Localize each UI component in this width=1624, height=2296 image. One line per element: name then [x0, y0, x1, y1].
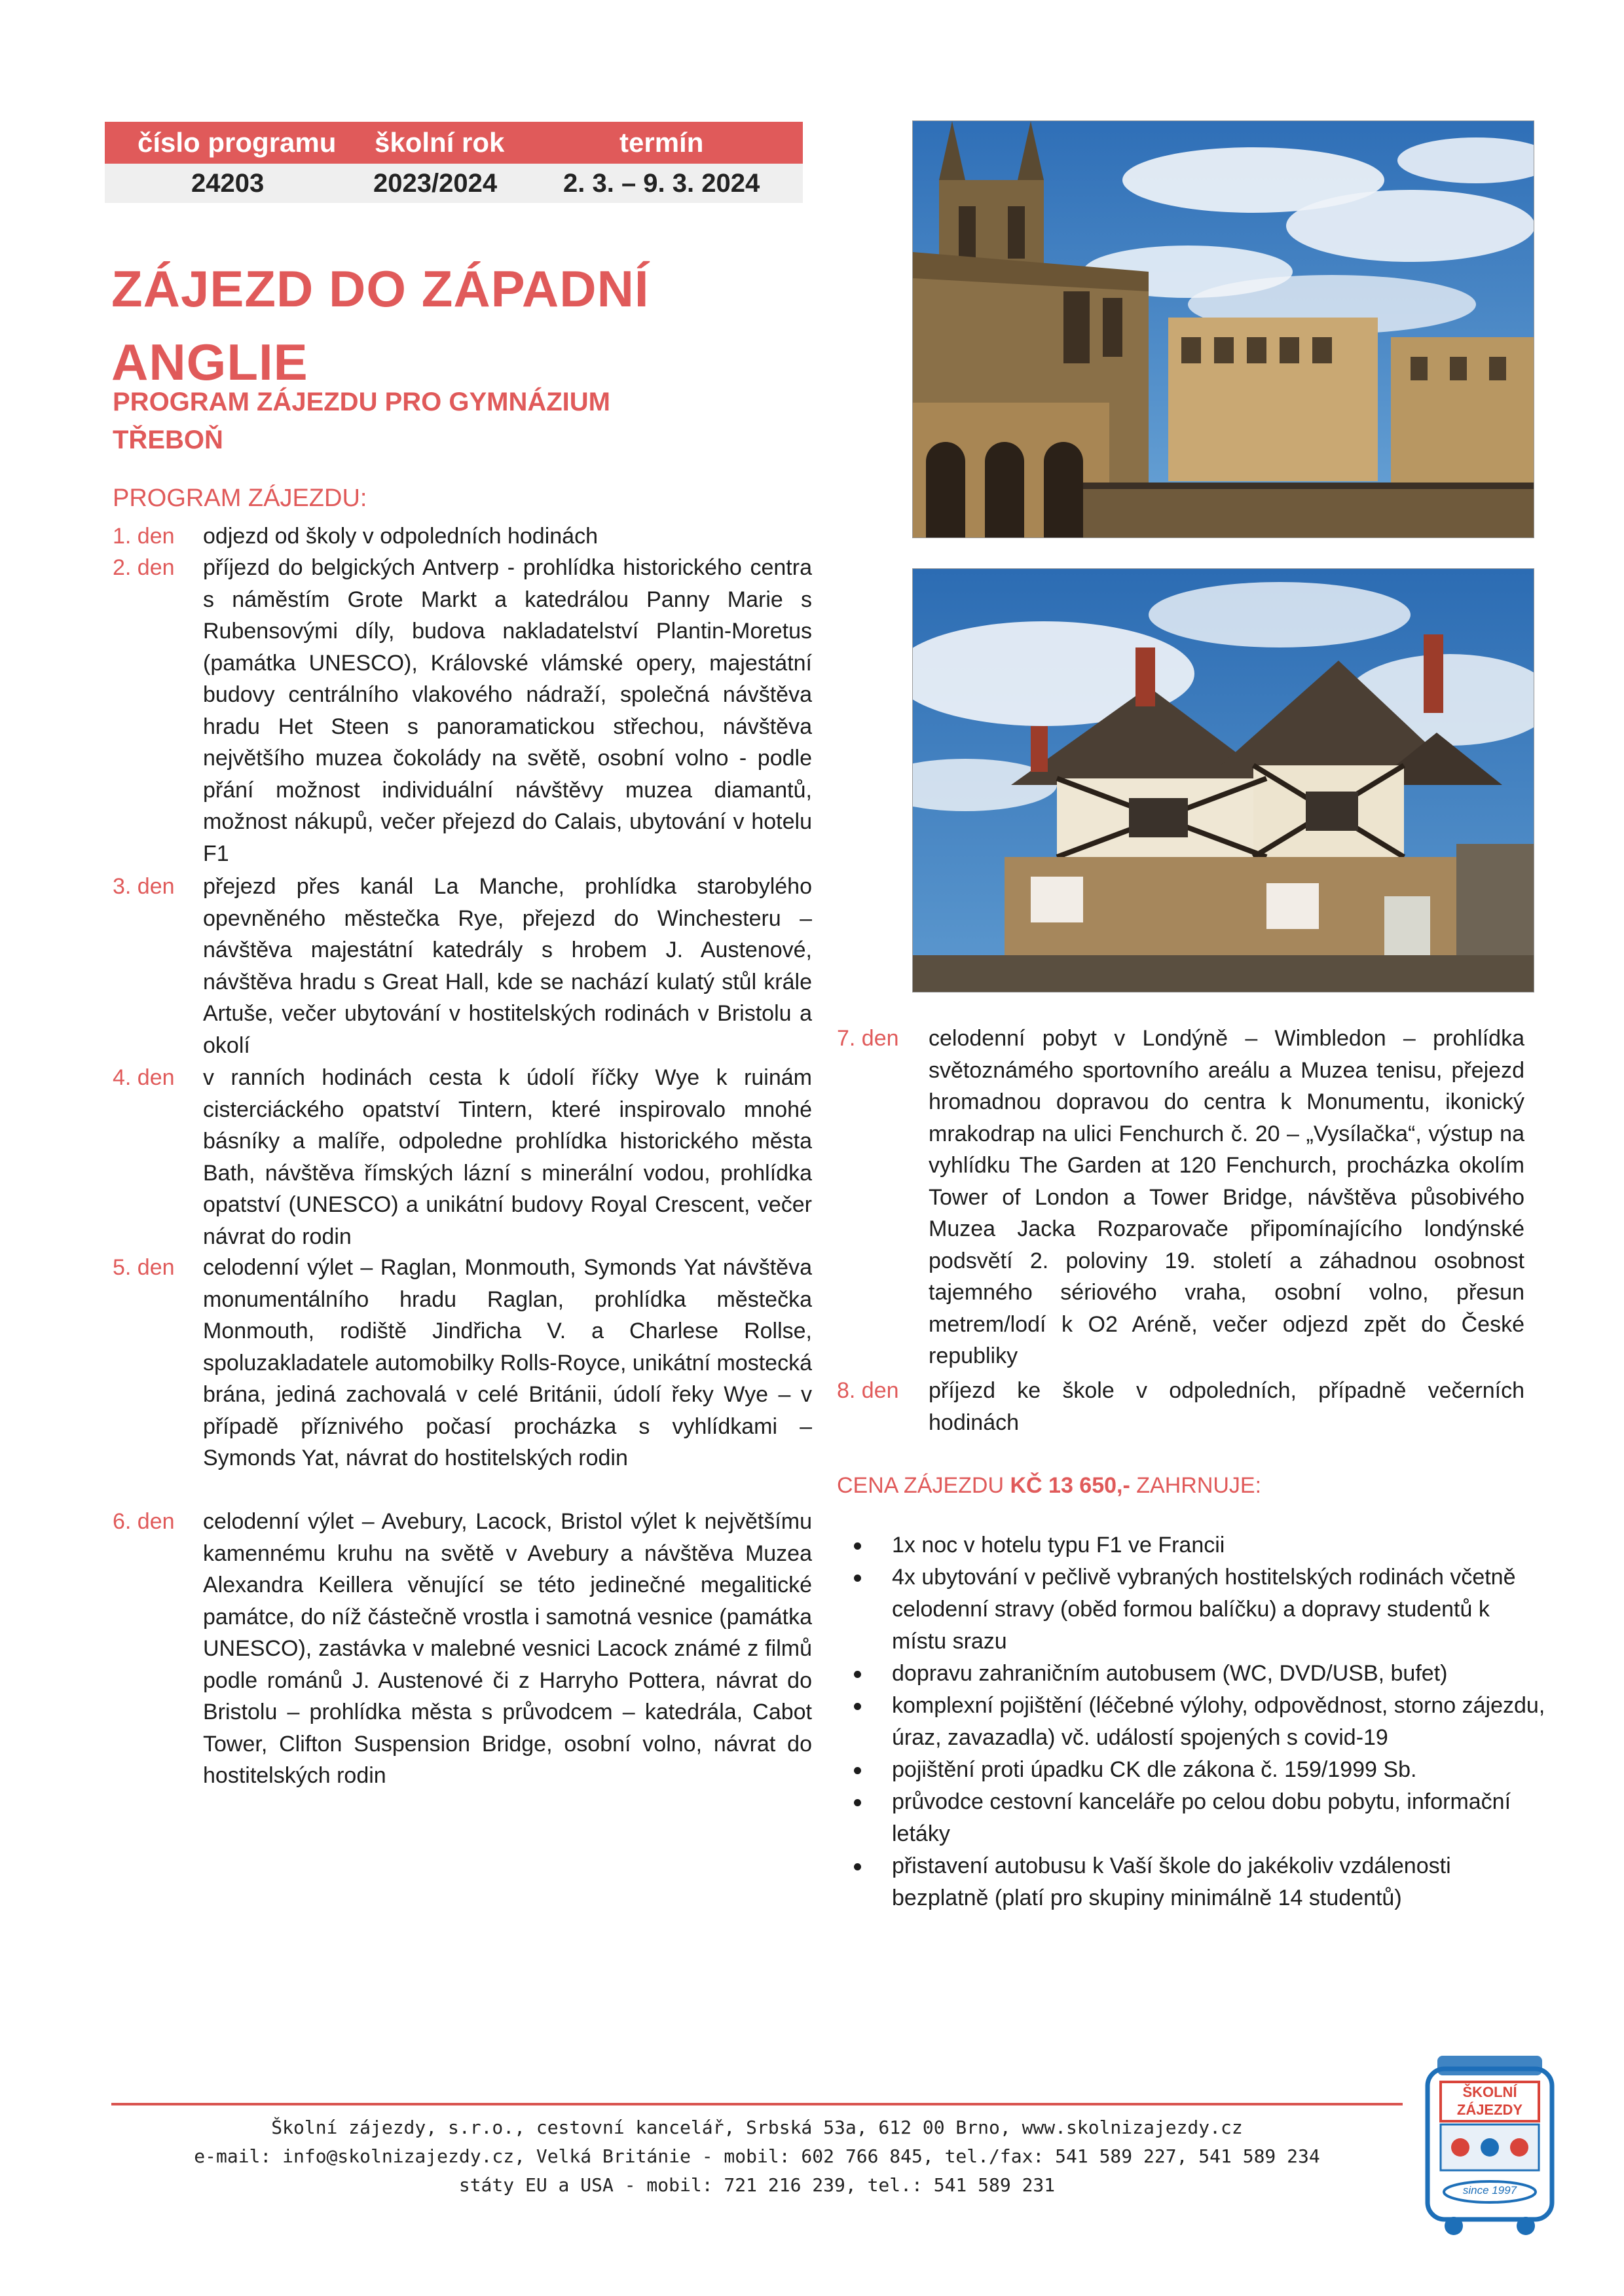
price-amount: KČ 13 650,- [1010, 1473, 1130, 1498]
footer [111, 2113, 1403, 2200]
day-text: přejezd přes kanál La Manche, prohlídka starobylého opevněného městečka Rye, přejezd do Winchesteru – návštěva majestátní katedrály s hrobem J. Austenové, návštěva hradu s Great Hall, kde se nachází kulatý stůl krále Artuše, večer ubytování v hostitelských rodinách v Bristolu a okolí [203, 874, 812, 1058]
school-year-label: školní rok [375, 127, 505, 158]
day-label: 5. den [113, 1255, 175, 1280]
day-label: 7. den [837, 1026, 899, 1051]
list-item: komplexní pojištění (léčebné výlohy, odpovědnost, storno zájezdu, úraz, zavazadla) vč. událostí spojených s covid-19 [851, 1690, 1545, 1754]
date-range: 2. 3. – 9. 3. 2024 [563, 169, 760, 198]
list-item: 4x ubytování v pečlivě vybraných hostitelských rodinách včetně celodenní stravy (oběd formou balíčku) a dopravy studentů k místu srazu [851, 1561, 1545, 1658]
day-text: příjezd do belgických Antverp - prohlídka historického centra s náměstím Grote Markt a katedrálou Panny Marie s Rubensovými díly, budova nakladatelství Plantin-Moretus (památka UNESCO), Královské vlámské opery, majestátní budovy centrálního vlakového nádraží, společná návštěva hradu Het Steen s panoramatickou střechou, návštěva největšího muzea čokolády na světě, osobní volno - podle přání možnost individuální návštěvy muzea diamantů, možnost nákupů, večer přejezd do Calais, ubytování v hotelu F1 [203, 555, 812, 866]
list-item: přistavení autobusu k Vaší škole do jakékoliv vzdálenosti bezplatně (platí pro skupiny minimálně 14 studentů) [851, 1850, 1545, 1914]
cottage-image [913, 569, 1534, 992]
list-item: 1x noc v hotelu typu F1 ve Francii [851, 1529, 1545, 1561]
footer-line-1: Školní zájezdy, s.r.o., cestovní kancelář, Srbská 53a, 612 00 Brno, www.skolnizajezdy.cz [271, 2117, 1243, 2138]
day-label: 8. den [837, 1378, 899, 1403]
logo-line-2: ZÁJEZDY [1456, 2102, 1523, 2118]
list-item: průvodce cestovní kanceláře po celou dobu pobytu, informační letáky [851, 1786, 1545, 1850]
school-year: 2023/2024 [373, 169, 498, 198]
footer-line-3: státy EU a USA - mobil: 721 216 239, tel.: 541 589 231 [458, 2174, 1056, 2196]
footer-divider [111, 2103, 1403, 2105]
subtitle-line-2: TŘEBOŇ [113, 426, 223, 454]
page-subtitle [113, 383, 767, 459]
logo-since: since 1997 [1462, 2184, 1517, 2196]
price-prefix: CENA ZÁJEZDU [837, 1473, 1010, 1498]
bath-abbey-photo [912, 120, 1534, 538]
day-text: v ranních hodinách cesta k údolí říčky Wye k ruinám cisterciáckého opatství Tintern, které inspirovalo mnohé básníky a malíře, odpoledne prohlídka historického města Bath, návštěva římských lázní s minerální vodou, prohlídka opatství (UNESCO) a unikátní budovy Royal Crescent, večer návrat do rodin [203, 1065, 812, 1249]
day-text: odjezd od školy v odpoledních hodinách [203, 524, 598, 549]
day-label: 6. den [113, 1509, 175, 1534]
day-label: 3. den [113, 874, 175, 899]
day-text: celodenní pobyt v Londýně – Wimbledon – prohlídka světoznámého sportovního areálu a Muzea tenisu, přejezd hromadnou dopravou do centra k Monumentu, ikonický mrakodrap na ulici Fenchurch č. 20 – „Vysílačka“, výstup na vyhlídku The Garden at 120 Fenchurch, procházka okolím Tower of London a Tower Bridge, návštěva působivého Muzea Jacka Rozparovače připomínajícího londýnské podsvětí 2. poloviny 19. století a záhadnou osobnost tajemného sériového vraha, osobní volno, přesun metrem/lodí k O2 Aréně, večer odjezd zpět do České republiky [929, 1026, 1524, 1368]
logo-text [1441, 2083, 1539, 2119]
includes-list [851, 1529, 1545, 1914]
day-text: celodenní výlet – Raglan, Monmouth, Symonds Yat návštěva monumentálního hradu Raglan, prohlídka městečka Monmouth, rodiště Jindřicha V. a Charlese Rollse, spoluzakladatele automobilky Rolls-Royce, unikátní mostecká brána, jediná zachovalá v celé Británii, údolí řeky Wye – v případě příznivého počasí procházka s vyhlídkami – Symonds Yat, návrat do hostitelských rodin [203, 1255, 812, 1470]
page-title [111, 252, 766, 399]
price-heading [837, 1473, 1261, 1499]
day-text: příjezd ke škole v odpoledních, případně večerních hodinách [929, 1378, 1524, 1435]
day-label: 1. den [113, 524, 175, 549]
title-line-1: ZÁJEZD DO ZÁPADNÍ [111, 260, 650, 318]
program-heading: PROGRAM ZÁJEZDU: [113, 484, 367, 512]
bus-logo-icon [1414, 2043, 1565, 2239]
day-label: 2. den [113, 555, 175, 580]
subtitle-line-1: PROGRAM ZÁJEZDU PRO GYMNÁZIUM [113, 388, 610, 416]
list-item: dopravu zahraničním autobusem (WC, DVD/USB, bufet) [851, 1658, 1545, 1690]
day-label: 4. den [113, 1065, 175, 1090]
footer-line-2: e-mail: info@skolnizajezdy.cz, Velká Británie - mobil: 602 766 845, tel./fax: 541 589 227, 541 589 234 [194, 2145, 1320, 2167]
day-text: celodenní výlet – Avebury, Lacock, Bristol výlet k největšímu kamennému kruhu na světě v Avebury a návštěva Muzea Alexandra Keillera věnující se této jedinečné megalitické památce, do níž částečně vrostla i samotná vesnice (památka UNESCO), zastávka v malebné vesnici Lacock známé z filmů podle románů J. Austenové či z Harryho Pottera, návrat do Bristolu – prohlídka města s průvodcem – katedrála, Cabot Tower, Clifton Suspension Bridge, osobní volno, návrat do hostitelských rodin [203, 1509, 812, 1788]
program-info-header [105, 122, 803, 164]
program-info-values [105, 164, 803, 203]
list-item: pojištění proti úpadku CK dle zákona č. 159/1999 Sb. [851, 1754, 1545, 1786]
company-logo [1414, 2043, 1565, 2239]
term-label: termín [619, 127, 704, 158]
program-number-label: číslo programu [138, 127, 337, 158]
title-line-2: ANGLIE [111, 333, 308, 391]
cottage-photo [912, 568, 1534, 993]
program-number: 24203 [191, 169, 265, 198]
price-suffix: ZAHRNUJE: [1130, 1473, 1262, 1498]
bath-abbey-image [913, 121, 1534, 538]
logo-line-1: ŠKOLNÍ [1462, 2084, 1517, 2100]
